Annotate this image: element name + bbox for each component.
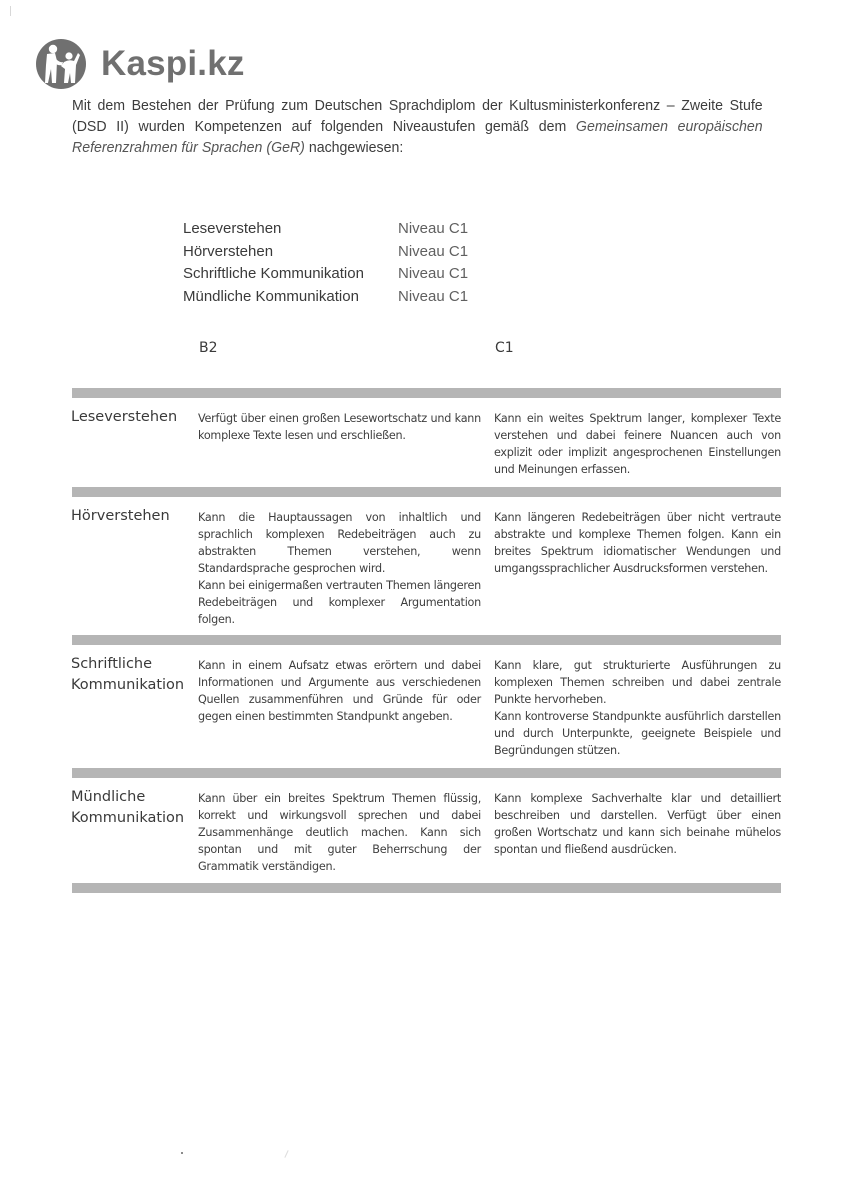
level-skill: Hörverstehen — [183, 242, 274, 260]
cell-text: Kann in einem Aufsatz etwas erörtern und dabei Informationen und Argumente aus verschiedenen Quellen zusammenführen und Gründe für oder gegen einen bestimmten Standpunkt angeben. — [198, 659, 481, 723]
level-row — [183, 263, 468, 286]
column-header-c1: C1 — [495, 340, 514, 356]
row-divider — [72, 388, 781, 398]
cell-text: Kann kontroverse Standpunkte ausführlich darstellen und durch Unterpunkte, geeignete Beispiele und Begründungen stützen. — [494, 710, 781, 757]
row-label-line: Schriftliche — [71, 656, 153, 672]
cell-c1-muendliche-kommunikation — [494, 790, 781, 858]
row-label-line: Kommunikation — [71, 677, 185, 693]
cell-c1-leseverstehen — [494, 410, 781, 478]
level-value: Niveau C1 — [398, 287, 469, 305]
level-value: Niveau C1 — [398, 220, 469, 237]
row-label-leseverstehen: Leseverstehen — [71, 409, 178, 425]
level-row — [183, 241, 468, 264]
cell-c1-hoerverstehen — [494, 509, 781, 577]
cell-b2-muendliche-kommunikation — [198, 790, 481, 875]
logo-text: Kaspi.kz — [101, 44, 245, 83]
column-header-b2: B2 — [199, 340, 218, 356]
level-row — [183, 218, 468, 241]
cell-text: Kann die Hauptaussagen von inhaltlich und sprachlich komplexen Redebeiträgen auch zu abstrakten Themen verstehen, wenn Standardsprache gesprochen wird. — [198, 511, 481, 575]
level-skill: Mündliche Kommunikation — [183, 287, 359, 305]
table-bottom-bar — [72, 883, 781, 893]
level-skill: Leseverstehen — [183, 220, 282, 237]
people-circle-icon — [36, 39, 86, 89]
row-label-hoerverstehen: Hörverstehen — [71, 508, 170, 524]
cell-text: Verfügt über einen großen Lesewortschatz und kann komplexe Texte lesen und erschließen. — [198, 412, 481, 442]
level-row — [183, 286, 468, 309]
row-label-line: Kommunikation — [71, 810, 185, 826]
intro-text: Mit dem Bestehen der Prüfung zum Deutschen Sprachdiplom der Kultusministerkonferenz – Zweite Stufe (DSD II) wurden Kompetenzen auf folgenden Niveaustufen gemäß dem — [72, 98, 763, 135]
cell-text: Kann ein weites Spektrum langer, komplexer Texte verstehen und dabei feinere Nuancen auch von explizit oder implizit angesprochenen Einstellungen und Meinungen erfassen. — [494, 412, 781, 476]
scan-mark — [284, 1150, 288, 1158]
cell-text: Kann über ein breites Spektrum Themen flüssig, korrekt und wirkungsvoll sprechen und dabei Zusammenhänge deutlich machen. Kann sich spontan und mit guter Beherrschung der Grammatik verständigen. — [198, 792, 481, 873]
intro-paragraph — [72, 96, 763, 159]
cell-text: Kann bei einigermaßen vertrauten Themen längeren Redebeiträgen und komplexer Argumentation folgen. — [198, 579, 481, 626]
intro-italic-reference: Gemeinsamen europäischen Referenzrahmen für Sprachen (GeR) — [72, 119, 763, 156]
row-divider — [72, 487, 781, 497]
level-value: Niveau C1 — [398, 242, 469, 260]
cell-text: Kann komplexe Sachverhalte klar und detailliert beschreiben und darstellen. Verfügt über einen großen Wortschatz und kann sich beinahe mühelos spontan und fließend ausdrücken. — [494, 792, 781, 856]
intro-text-end: nachgewiesen: — [304, 140, 404, 156]
cell-b2-hoerverstehen — [198, 509, 481, 628]
row-label-muendliche-kommunikation — [71, 787, 184, 829]
scan-speck — [181, 1152, 183, 1154]
cell-text: Kann klare, gut strukturierte Ausführungen zu komplexen Themen schreiben und dabei zentrale Punkte hervorheben. — [494, 659, 781, 706]
cell-c1-schriftliche-kommunikation — [494, 657, 781, 759]
cell-b2-leseverstehen — [198, 410, 481, 444]
logo — [36, 39, 245, 89]
level-skill: Schriftliche Kommunikation — [183, 265, 364, 282]
scan-mark — [10, 6, 11, 16]
cell-b2-schriftliche-kommunikation — [198, 657, 481, 725]
level-summary — [183, 218, 468, 308]
cell-text: Kann längeren Redebeiträgen über nicht vertraute abstrakte und komplexe Themen folgen. Kann ein breites Spektrum idiomatischer Wendungen und umgangssprachlicher Ausdrucksformen verstehen. — [494, 511, 781, 575]
row-label-line: Mündliche — [71, 789, 146, 805]
row-divider — [72, 635, 781, 645]
row-divider — [72, 768, 781, 778]
level-value: Niveau C1 — [398, 265, 469, 282]
row-label-schriftliche-kommunikation — [71, 654, 184, 696]
